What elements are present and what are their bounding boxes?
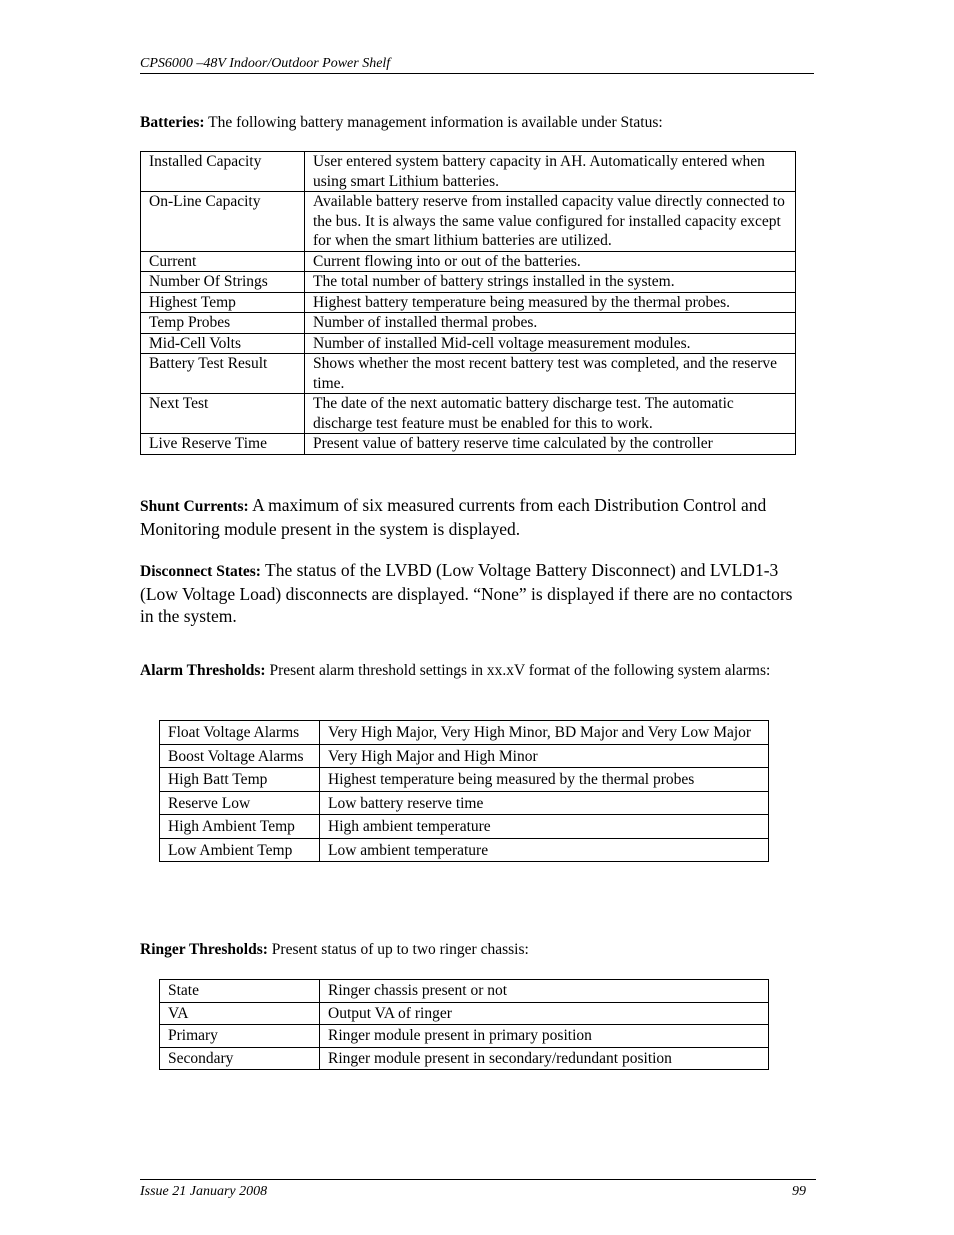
batteries-intro-text: The following battery management information is available under Status: [204,114,663,131]
table-row [141,251,796,272]
table-row [160,768,769,792]
table-value: Shows whether the most recent battery test was completed, and the reserve time. [305,354,796,394]
table-row [141,434,796,455]
shunt-currents-paragraph [140,494,800,540]
table-value: Low battery reserve time [320,791,769,815]
table-value: User entered system battery capacity in AH. Automatically entered when using smart Lithium batteries. [305,152,796,192]
table-key: Low Ambient Temp [160,838,320,862]
table-value: Ringer module present in primary position [320,1025,769,1048]
table-row [141,333,796,354]
table-value: High ambient temperature [320,815,769,839]
table-value: Present value of battery reserve time calculated by the controller [305,434,796,455]
table-key: Next Test [141,394,305,434]
table-key: Number Of Strings [141,272,305,293]
table-key: Highest Temp [141,292,305,313]
disconnect-states-paragraph [140,559,800,627]
ringer-label: Ringer Thresholds: [140,941,268,958]
table-key: Reserve Low [160,791,320,815]
table-value: Ringer module present in secondary/redundant position [320,1047,769,1070]
disconnect-label: Disconnect States: [140,563,261,580]
alarm-thresholds-table [159,720,769,862]
table-key: Mid-Cell Volts [141,333,305,354]
table-row [141,354,796,394]
table-value: The date of the next automatic battery discharge test. The automatic discharge test feature must be enabled for this to work. [305,394,796,434]
table-key: Secondary [160,1047,320,1070]
batteries-intro [140,113,800,133]
table-key: State [160,980,320,1003]
table-row [160,1002,769,1025]
table-value: Very High Major and High Minor [320,744,769,768]
table-row [141,313,796,334]
footer-issue: Issue 21 January 2008 [140,1184,268,1199]
table-row [141,292,796,313]
batteries-label: Batteries: [140,114,205,131]
disconnect-text: The status of the LVBD (Low Voltage Battery Disconnect) and LVLD1-3 (Low Voltage Load) disconnects are displayed. “None” is displayed if there are no contactors in the system. [140,560,793,626]
table-key: High Ambient Temp [160,815,320,839]
table-value: Ringer chassis present or not [320,980,769,1003]
shunt-text: A maximum of six measured currents from each Distribution Control and Monitoring module present in the system is displayed. [140,495,767,539]
table-row [160,815,769,839]
table-value: Output VA of ringer [320,1002,769,1025]
table-key: Installed Capacity [141,152,305,192]
table-row [160,1025,769,1048]
table-value: Current flowing into or out of the batteries. [305,251,796,272]
table-value: Available battery reserve from installed capacity value directly connected to the bus. It is always the same value configured for installed capacity except for when the smart lithium batteries are utilized. [305,192,796,252]
table-value: Number of installed Mid-cell voltage measurement modules. [305,333,796,354]
page-header [140,56,814,74]
alarm-intro-text: Present alarm threshold settings in xx.xV format of the following system alarms: [265,662,771,679]
table-key: Float Voltage Alarms [160,721,320,745]
table-key: VA [160,1002,320,1025]
alarm-label: Alarm Thresholds: [140,662,266,679]
table-value: The total number of battery strings installed in the system. [305,272,796,293]
table-key: Temp Probes [141,313,305,334]
table-row [141,394,796,434]
table-row [141,192,796,252]
shunt-label: Shunt Currents: [140,498,249,515]
table-value: Highest battery temperature being measured by the thermal probes. [305,292,796,313]
table-row [160,1047,769,1070]
header-title: CPS6000 –48V Indoor/Outdoor Power Shelf [140,56,391,71]
batteries-table [140,151,796,455]
table-key: Boost Voltage Alarms [160,744,320,768]
table-key: Live Reserve Time [141,434,305,455]
table-row [160,744,769,768]
table-row [141,272,796,293]
table-value: Number of installed thermal probes. [305,313,796,334]
table-key: On-Line Capacity [141,192,305,252]
table-value: Very High Major, Very High Minor, BD Major and Very Low Major [320,721,769,745]
page-number: 99 [792,1184,806,1199]
page-footer [140,1179,816,1200]
table-row [160,791,769,815]
table-value: Highest temperature being measured by the thermal probes [320,768,769,792]
ringer-intro-text: Present status of up to two ringer chassis: [267,941,529,958]
alarm-thresholds-intro [140,661,800,681]
table-key: Battery Test Result [141,354,305,394]
table-key: Current [141,251,305,272]
table-value: Low ambient temperature [320,838,769,862]
ringer-thresholds-intro [140,940,800,960]
table-row [141,152,796,192]
ringer-thresholds-table [159,979,769,1070]
table-row [160,838,769,862]
table-row [160,980,769,1003]
table-key: Primary [160,1025,320,1048]
table-key: High Batt Temp [160,768,320,792]
table-row [160,721,769,745]
